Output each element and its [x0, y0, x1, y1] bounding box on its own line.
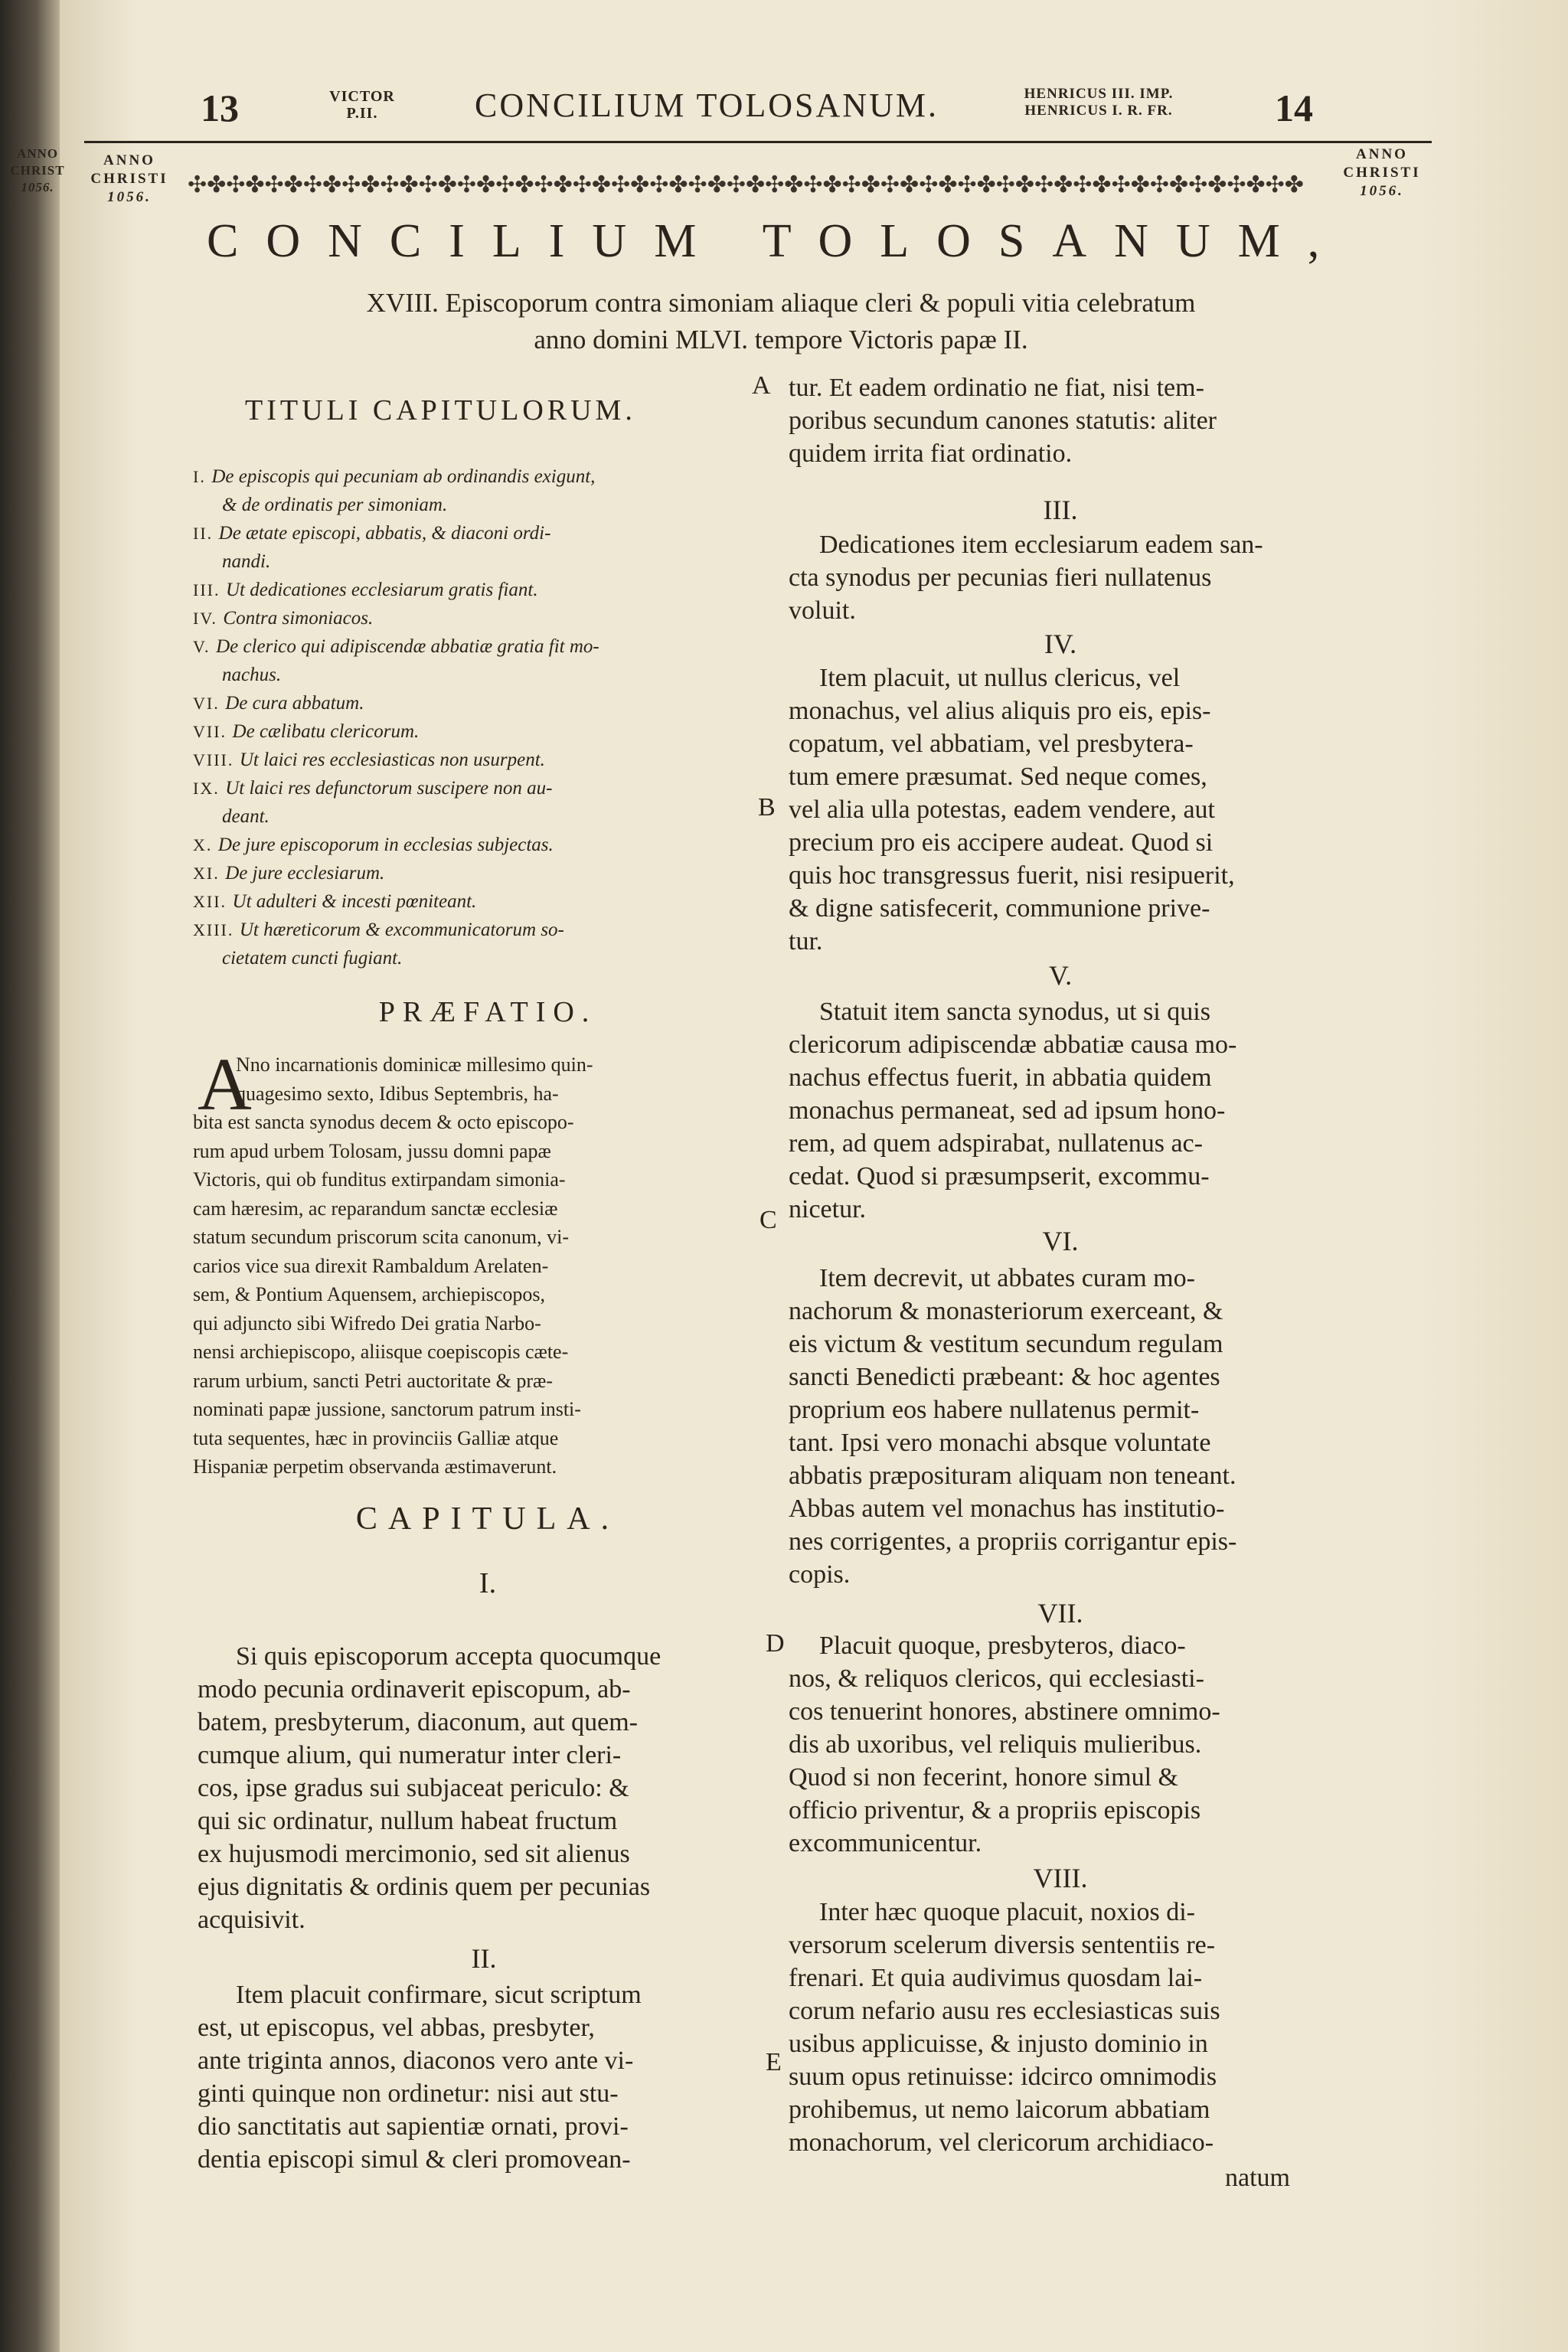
text-line: nos, & reliquos clericos, qui ecclesiasti- [789, 1664, 1204, 1693]
text-line: frenari. Et quia audivimus quosdam lai- [789, 1964, 1203, 1992]
praefatio-line: quagesimo sexto, Idibus Septembris, ha- [236, 1082, 559, 1105]
toc-item-number: IX. [193, 779, 226, 798]
chapter-8-number: VIII. [1033, 1863, 1088, 1893]
toc-item-text: cietatem cuncti fugiant. [222, 948, 403, 969]
chapter-7-number: VII. [1037, 1598, 1083, 1628]
subtitle-line-2: anno domini MLVI. tempore Victoris papæ II. [534, 325, 1028, 354]
toc-list [193, 462, 782, 972]
toc-item-number: VI. [193, 694, 226, 713]
margin-letter-c: C [760, 1206, 777, 1234]
ruler-label [995, 86, 1202, 119]
toc-item-number: IV. [193, 609, 224, 628]
text-line: ginti quinque non ordinetur: nisi aut stu- [198, 2079, 619, 2108]
text-line: nachorum & monasteriorum exerceant, & [789, 1297, 1223, 1325]
toc-item-number: III. [193, 580, 226, 599]
toc-item-number: VIII. [193, 750, 240, 769]
text-line: dio sanctitatis aut sapientiæ ornati, provi- [198, 2112, 629, 2141]
toc-item-text: Ut adulteri & incesti pœniteant. [232, 891, 477, 912]
text-line: tum emere præsumat. Sed neque comes, [789, 763, 1207, 791]
toc-item [193, 944, 782, 972]
chapter-5-text [789, 995, 1332, 1226]
chapter-4-number: IV. [1044, 629, 1077, 659]
anno-left-line2: CHRISTI [90, 171, 168, 187]
praefatio-line: tuta sequentes, hæc in provinciis Galliæ atque [193, 1426, 559, 1449]
toc-item [193, 519, 782, 547]
praefatio-line: cam hæresim, ac reparandum sanctæ ecclesiæ [193, 1197, 558, 1220]
toc-item-text: De ætate episcopi, abbatis, & diaconi ordi- [218, 523, 551, 544]
margin-letter-e: E [766, 2048, 782, 2076]
capitula-heading: CAPITULA. [355, 1501, 620, 1537]
text-line: proprium eos habere nullatenus permit- [789, 1396, 1200, 1424]
anno-left [80, 152, 179, 207]
text-line: ejus dignitatis & ordinis quem per pecunias [198, 1873, 651, 1901]
praefatio-line: Victoris, qui ob funditus extirpandam simonia- [193, 1168, 566, 1191]
praefatio-line: bita est sancta synodus decem & octo episcopo- [193, 1111, 574, 1133]
anno-edge-line1: ANNO [16, 146, 59, 161]
text-line: precium pro eis accipere audeat. Quod si [789, 828, 1214, 857]
emperor-name: HENRICUS III. IMP. [1024, 86, 1174, 102]
text-line: prohibemus, ut nemo laicorum abbatiam [789, 2096, 1210, 2124]
text-line: suum opus retinuisse: idcirco omnimodis [789, 2063, 1217, 2091]
text-line: vel alia ulla potestas, eadem vendere, aut [789, 795, 1215, 824]
anno-right-line2: CHRISTI [1343, 165, 1421, 181]
text-line: quidem irrita fiat ordinatio. [789, 439, 1073, 468]
text-line: & digne satisfecerit, communione prive- [789, 894, 1210, 923]
text-line: Statuit item sancta synodus, ut si quis [819, 998, 1210, 1026]
toc-item [193, 802, 782, 831]
praefatio-dropcap: A [198, 1044, 252, 1126]
text-line: nachus effectus fuerit, in abbatia quidem [789, 1063, 1212, 1092]
text-line: Item placuit, ut nullus clericus, vel [819, 664, 1181, 692]
text-line: monachus permaneat, sed ad ipsum hono- [789, 1096, 1226, 1125]
header-rule [84, 141, 1432, 143]
toc-item-number: V. [193, 637, 217, 656]
toc-item-text: Contra simoniacos. [223, 608, 374, 629]
toc-item-number: X. [193, 835, 218, 854]
anno-left-line1: ANNO [103, 152, 155, 168]
praefatio-line: Hispaniæ perpetim observanda æstimaverunt. [193, 1455, 557, 1478]
text-line: copis. [789, 1560, 851, 1589]
chapter-6-number: VI. [1042, 1226, 1079, 1256]
toc-item-text: Ut hæreticorum & excommunicatorum so- [239, 920, 564, 940]
toc-item-text: Ut laici res ecclesiasticas non usurpent. [239, 750, 545, 770]
toc-item [193, 859, 782, 887]
praefatio-line: qui adjuncto sibi Wifredo Dei gratia Narbo- [193, 1312, 541, 1334]
anno-edge-line2: CHRIST [10, 163, 65, 178]
toc-item-text: Ut dedicationes ecclesiarum gratis fiant. [225, 580, 538, 600]
pope-number: P.II. [346, 105, 378, 122]
page-number-right: 14 [1275, 87, 1313, 129]
anno-edge-line3: 1056. [21, 180, 54, 194]
toc-item [193, 916, 782, 944]
text-line: Quod si non fecerint, honore simul & [789, 1763, 1178, 1792]
ornament-band: ✣✤✣✤✣✤✣✤✣✤✣✤✣✤✣✤✣✤✣✤✣✤✣✤✣✤✣✤✣✤✣✤✣✤✣✤✣✤✣✤✣✤✣✤✣✤✣✤✣✤✣✤✣✤✣✤✣✤ [188, 172, 1304, 198]
toc-item [193, 604, 782, 632]
anno-right [1328, 145, 1436, 201]
toc-item-text: Ut laici res defunctorum suscipere non au- [225, 778, 553, 799]
text-line: tur. Et eadem ordinatio ne fiat, nisi tem- [789, 374, 1204, 402]
text-line: cedat. Quod si præsumpserit, excommu- [789, 1162, 1210, 1191]
text-line: cos, ipse gradus sui subjaceat periculo: & [198, 1774, 629, 1802]
praefatio-heading: PRÆFATIO. [378, 996, 597, 1028]
text-line: ante triginta annos, diaconos vero ante vi- [198, 2047, 634, 2075]
chapter-4-text [789, 662, 1332, 958]
toc-item-number: II. [193, 524, 219, 543]
text-line: cos tenuerint honores, abstinere omnimo- [789, 1697, 1220, 1726]
toc-item [193, 547, 782, 576]
toc-item-number: I. [193, 467, 212, 486]
text-line: rem, ad quem adspirabat, nullatenus ac- [789, 1129, 1203, 1158]
document-title: CONCILIUM TOLOSANUM, [207, 215, 1348, 267]
text-line: dentia episcopi simul & cleri promovean- [198, 2145, 631, 2174]
text-line: dis ab uxoribus, vel reliquis mulieribus. [789, 1730, 1202, 1759]
book-binding-edge [0, 0, 60, 2352]
text-line: poribus secundum canones statutis: aliter [789, 407, 1217, 435]
praefatio-line: Nno incarnationis dominicæ millesimo quin- [236, 1054, 593, 1076]
running-title: CONCILIUM TOLOSANUM. [475, 87, 939, 124]
toc-heading: TITULI CAPITULORUM. [245, 394, 636, 426]
text-line: cta synodus per pecunias fieri nullatenus [789, 564, 1212, 592]
text-line: cumque alium, qui numeratur inter cleri- [198, 1741, 622, 1769]
chapter-2-text [198, 1978, 749, 2176]
text-line: usibus applicuisse, & injusto dominio in [789, 2030, 1208, 2058]
chapter-2-continuation [789, 371, 1332, 470]
toc-item-text: nachus. [222, 665, 282, 685]
praefatio-line: statum secundum priscorum scita canonum, vi- [193, 1226, 570, 1248]
toc-item [193, 717, 782, 746]
king-name: HENRICUS I. R. FR. [1024, 103, 1173, 119]
toc-item-number: XI. [193, 864, 226, 883]
anno-right-line3: 1056. [1360, 183, 1404, 199]
praefatio-line: rum apud urbem Tolosam, jussu domni papæ [193, 1139, 551, 1162]
text-line: Item placuit confirmare, sicut scriptum [236, 1981, 642, 2009]
chapter-6-text [789, 1262, 1332, 1591]
text-line: Item decrevit, ut abbates curam mo- [819, 1264, 1195, 1292]
anno-edge [3, 145, 72, 196]
text-line: Abbas autem vel monachus has institutio- [789, 1494, 1225, 1523]
toc-item [193, 462, 782, 491]
margin-letter-d: D [766, 1629, 785, 1658]
toc-item [193, 689, 782, 717]
toc-item-text: deant. [222, 806, 270, 827]
toc-item-text: De clerico qui adipiscendæ abbatiæ gratia fit mo- [216, 636, 599, 657]
text-line: tur. [789, 927, 823, 956]
chapter-1-text [198, 1640, 749, 1936]
page-number-left: 13 [201, 87, 239, 129]
toc-item-number: XIII. [193, 920, 240, 939]
praefatio-line: nensi archiepiscopo, aliisque coepiscopis cæte- [193, 1341, 569, 1363]
text-line: voluit. [789, 596, 856, 625]
praefatio-line: nominati papæ jussione, sanctorum patrum insti- [193, 1398, 581, 1420]
text-line: Placuit quoque, presbyteros, diaco- [819, 1632, 1186, 1660]
chapter-8-text [789, 1896, 1332, 2159]
catchword: natum [1225, 2164, 1290, 2192]
toc-item [193, 491, 782, 519]
praefatio-line: sem, & Pontium Aquensem, archiepiscopos, [193, 1283, 546, 1305]
pope-name: VICTOR [329, 88, 395, 105]
text-line: Inter hæc quoque placuit, noxios di- [819, 1898, 1196, 1926]
margin-letter-b: B [758, 793, 776, 822]
chapter-1-number: I. [479, 1567, 497, 1599]
pope-label [320, 88, 404, 122]
text-line: est, ut episcopus, vel abbas, presbyter, [198, 2014, 595, 2042]
chapter-7-text [789, 1629, 1332, 1860]
text-line: ex hujusmodi mercimonio, sed sit alienus [198, 1840, 630, 1868]
text-line: modo pecunia ordinaverit episcopum, ab- [198, 1675, 631, 1704]
text-line: officio priventur, & a propriis episcopis [789, 1796, 1201, 1824]
text-line: monachorum, vel clericorum archidiaco- [789, 2128, 1214, 2157]
chapter-5-number: V. [1048, 960, 1073, 991]
toc-item-text: De cælibatu clericorum. [232, 721, 420, 742]
toc-item-text: De jure episcoporum in ecclesias subjectas. [217, 835, 554, 855]
toc-item [193, 774, 782, 802]
text-line: monachus, vel alius aliquis pro eis, epis- [789, 697, 1211, 725]
text-line: Dedicationes item ecclesiarum eadem san- [819, 531, 1263, 559]
praefatio-line: rarum urbium, sancti Petri auctoritate & præ- [193, 1369, 554, 1392]
text-line: eis victum & vestitum secundum regulam [789, 1330, 1223, 1358]
toc-item [193, 632, 782, 661]
text-line: nes corrigentes, a propriis corrigantur epis- [789, 1527, 1237, 1556]
toc-item-number: VII. [193, 722, 233, 741]
text-line: copatum, vel abbatiam, vel presbytera- [789, 730, 1194, 758]
text-line: corum nefario ausu res ecclesiasticas suis [789, 1997, 1220, 2025]
praefatio-text [193, 1050, 756, 1481]
toc-item-text: De cura abbatum. [225, 693, 364, 714]
text-line: Si quis episcoporum accepta quocumque [236, 1642, 662, 1671]
toc-item-number: XII. [193, 892, 233, 911]
text-line: abbatis præposituram aliquam non teneant. [789, 1462, 1236, 1490]
anno-left-line3: 1056. [107, 189, 152, 205]
toc-item-text: nandi. [222, 551, 271, 572]
toc-item [193, 831, 782, 859]
text-line: quis hoc transgressus fuerit, nisi resipuerit, [789, 861, 1235, 890]
chapter-2-number: II. [471, 1943, 497, 1974]
toc-item [193, 746, 782, 774]
text-line: acquisivit. [198, 1906, 305, 1934]
toc-item [193, 661, 782, 689]
toc-item [193, 576, 782, 604]
toc-item-text: & de ordinatis per simoniam. [222, 495, 448, 515]
text-line: nicetur. [789, 1195, 867, 1223]
toc-item [193, 887, 782, 916]
toc-item-text: De episcopis qui pecuniam ab ordinandis exigunt, [211, 466, 596, 487]
text-line: versorum scelerum diversis sententiis re- [789, 1931, 1216, 1959]
chapter-3-number: III. [1043, 495, 1078, 525]
text-line: sancti Benedicti præbeant: & hoc agentes [789, 1363, 1220, 1391]
margin-letter-a: A [752, 371, 771, 400]
chapter-3-text [789, 528, 1332, 627]
toc-item-text: De jure ecclesiarum. [225, 863, 385, 884]
text-line: batem, presbyterum, diaconum, aut quem- [198, 1708, 638, 1736]
subtitle-line-1: XVIII. Episcoporum contra simoniam aliaque cleri & populi vitia celebratum [366, 288, 1196, 318]
praefatio-line: carios vice sua direxit Rambaldum Arelaten- [193, 1254, 549, 1277]
text-line: excommunicentur. [789, 1829, 982, 1857]
text-line: qui sic ordinatur, nullum habeat fructum [198, 1807, 618, 1835]
text-line: clericorum adipiscendæ abbatiæ causa mo- [789, 1031, 1237, 1059]
text-line: tant. Ipsi vero monachi absque voluntate [789, 1429, 1211, 1457]
anno-right-line1: ANNO [1356, 146, 1408, 162]
